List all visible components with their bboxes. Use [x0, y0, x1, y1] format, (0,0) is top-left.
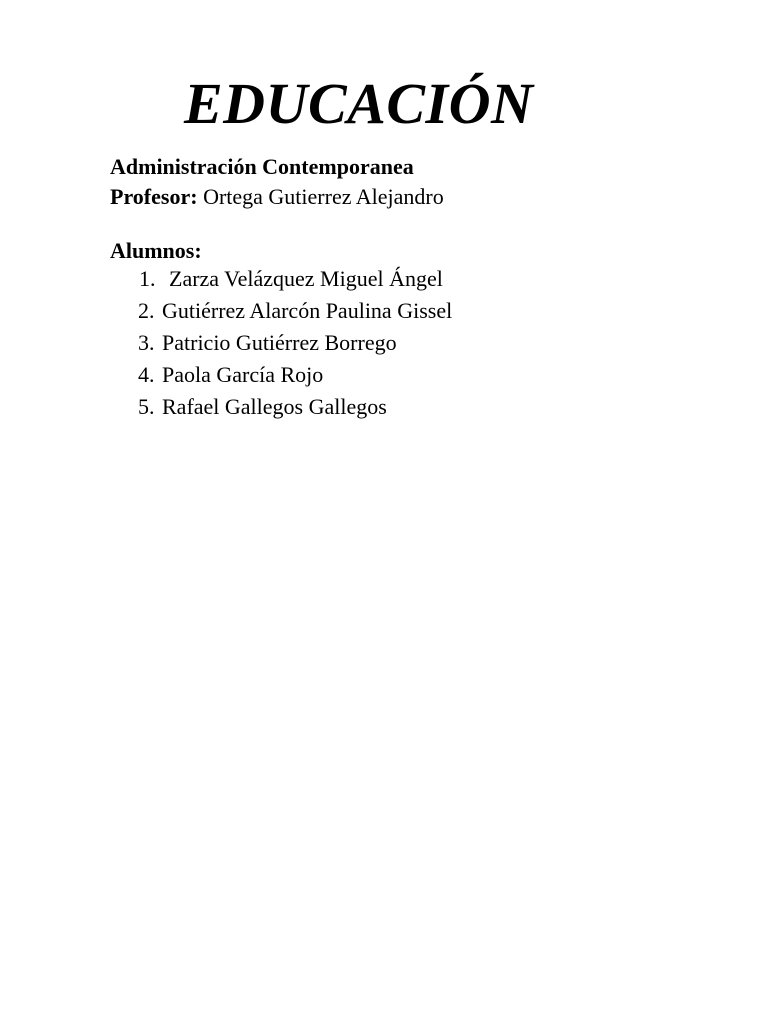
list-item-number: 3.	[138, 330, 155, 355]
professor-label: Profesor:	[110, 184, 198, 209]
list-item-number: 2.	[138, 298, 155, 323]
professor-line	[110, 182, 444, 212]
list-item-name: Zarza Velázquez Miguel Ángel	[169, 266, 443, 291]
list-item-name: Gutiérrez Alarcón Paulina Gissel	[162, 298, 453, 323]
list-item-number: 5.	[138, 394, 155, 419]
students-label: Alumnos:	[110, 238, 202, 263]
list-item-number: 1.	[139, 266, 156, 291]
document-title: EDUCACIÓN	[184, 71, 534, 136]
subject-name: Administración Contemporanea	[110, 154, 414, 179]
list-item-name: Paola García Rojo	[162, 362, 324, 387]
list-item-name: Rafael Gallegos Gallegos	[162, 394, 387, 419]
list-item-number: 4.	[138, 362, 155, 387]
professor-name: Ortega Gutierrez Alejandro	[203, 184, 444, 209]
list-item-name: Patricio Gutiérrez Borrego	[162, 330, 397, 355]
